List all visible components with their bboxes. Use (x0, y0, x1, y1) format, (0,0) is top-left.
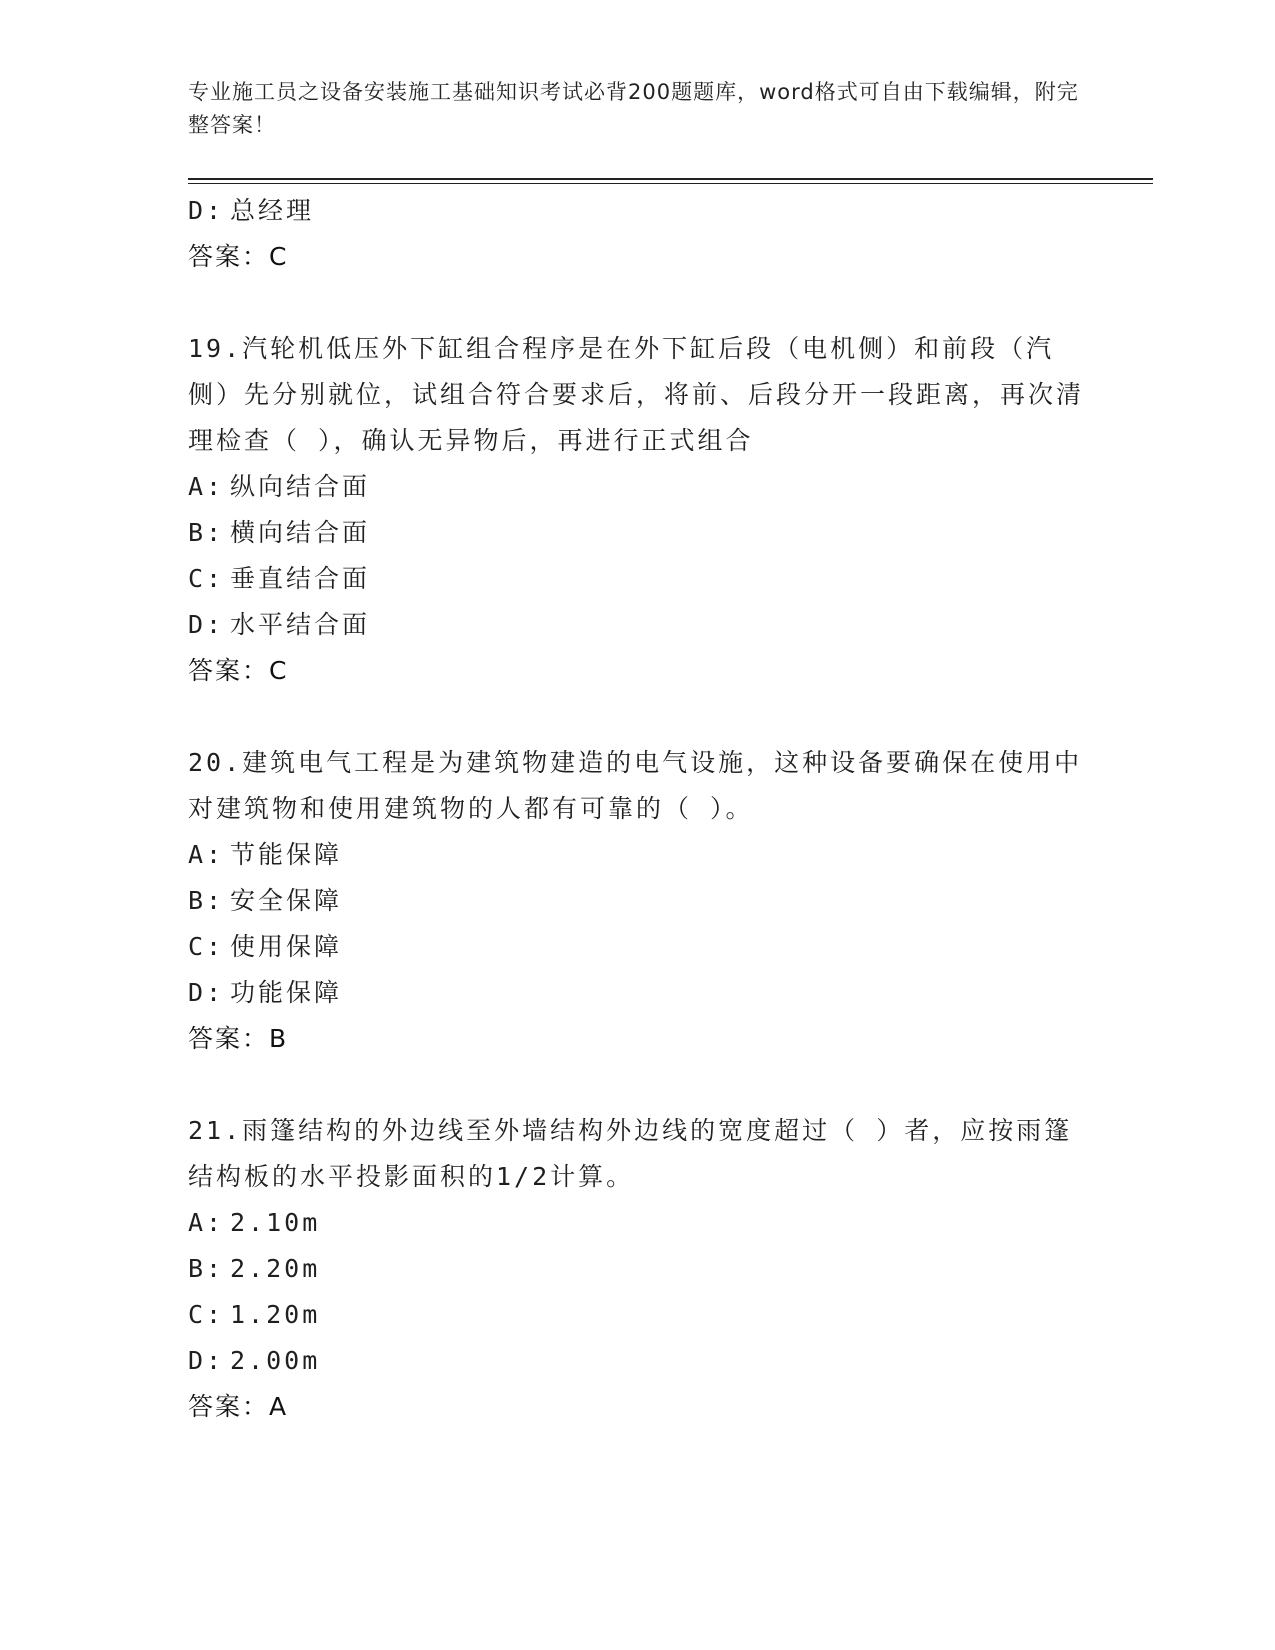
header-divider-thick (188, 178, 1153, 180)
option-row (188, 970, 1088, 1016)
option-label: D: (188, 610, 225, 639)
option-label: B: (188, 1254, 225, 1283)
option-label: A: (188, 472, 225, 501)
option-label: C: (188, 1300, 225, 1329)
option-text: 2.20m (230, 1254, 321, 1283)
document-header: 专业施工员之设备安装施工基础知识考试必背200题题库，word格式可自由下载编辑，附完整答案！ (188, 80, 1079, 137)
question-20 (188, 740, 1088, 1062)
option-label: C: (188, 932, 225, 961)
question-19 (188, 326, 1088, 694)
option-text: 1.20m (230, 1300, 321, 1329)
option-row (188, 602, 1088, 648)
spacer (188, 694, 1088, 740)
option-label: D: (188, 978, 225, 1007)
option-row (188, 832, 1088, 878)
question-21 (188, 1108, 1088, 1430)
option-text: 节能保障 (230, 840, 343, 869)
option-text: 功能保障 (230, 978, 343, 1007)
option-text: 使用保障 (230, 932, 343, 961)
option-label: D: (188, 196, 225, 225)
question-stem: 19.汽轮机低压外下缸组合程序是在外下缸后段（电机侧）和前段（汽侧）先分别就位，试组合符合要求后，将前、后段分开一段距离，再次清理检查（ ），确认无异物后，再进行正式组合 (188, 334, 1085, 455)
question-stem: 21.雨篷结构的外边线至外墙结构外边线的宽度超过（ ）者，应按雨篷结构板的水平投影面积的1/2计算。 (188, 1116, 1073, 1191)
option-text: 水平结合面 (230, 610, 371, 639)
option-row (188, 188, 1088, 234)
option-label: A: (188, 840, 225, 869)
spacer (188, 280, 1088, 326)
option-text: 横向结合面 (230, 518, 371, 547)
answer-line: 答案：B (188, 1024, 289, 1053)
option-label: C: (188, 564, 225, 593)
option-row (188, 1292, 1088, 1338)
option-label: A: (188, 1208, 225, 1237)
header-divider-thin (188, 183, 1153, 184)
option-text: 2.10m (230, 1208, 321, 1237)
option-label: B: (188, 886, 225, 915)
option-text: 2.00m (230, 1346, 321, 1375)
option-text: 纵向结合面 (230, 472, 371, 501)
option-row (188, 924, 1088, 970)
question-list (188, 188, 1088, 1430)
option-row (188, 1246, 1088, 1292)
answer-line: 答案：A (188, 1392, 289, 1421)
answer-line: 答案：C (188, 242, 289, 271)
option-row (188, 464, 1088, 510)
option-text: 垂直结合面 (230, 564, 371, 593)
option-label: D: (188, 1346, 225, 1375)
option-label: B: (188, 518, 225, 547)
option-row (188, 1338, 1088, 1384)
spacer (188, 1062, 1088, 1108)
answer-line: 答案：C (188, 656, 289, 685)
option-row (188, 556, 1088, 602)
option-row (188, 1200, 1088, 1246)
option-text: 总经理 (230, 196, 315, 225)
option-text: 安全保障 (230, 886, 343, 915)
option-row (188, 510, 1088, 556)
option-row (188, 878, 1088, 924)
question-stem: 20.建筑电气工程是为建筑物建造的电气设施，这种设备要确保在使用中对建筑物和使用建筑物的人都有可靠的（ ）。 (188, 748, 1083, 823)
